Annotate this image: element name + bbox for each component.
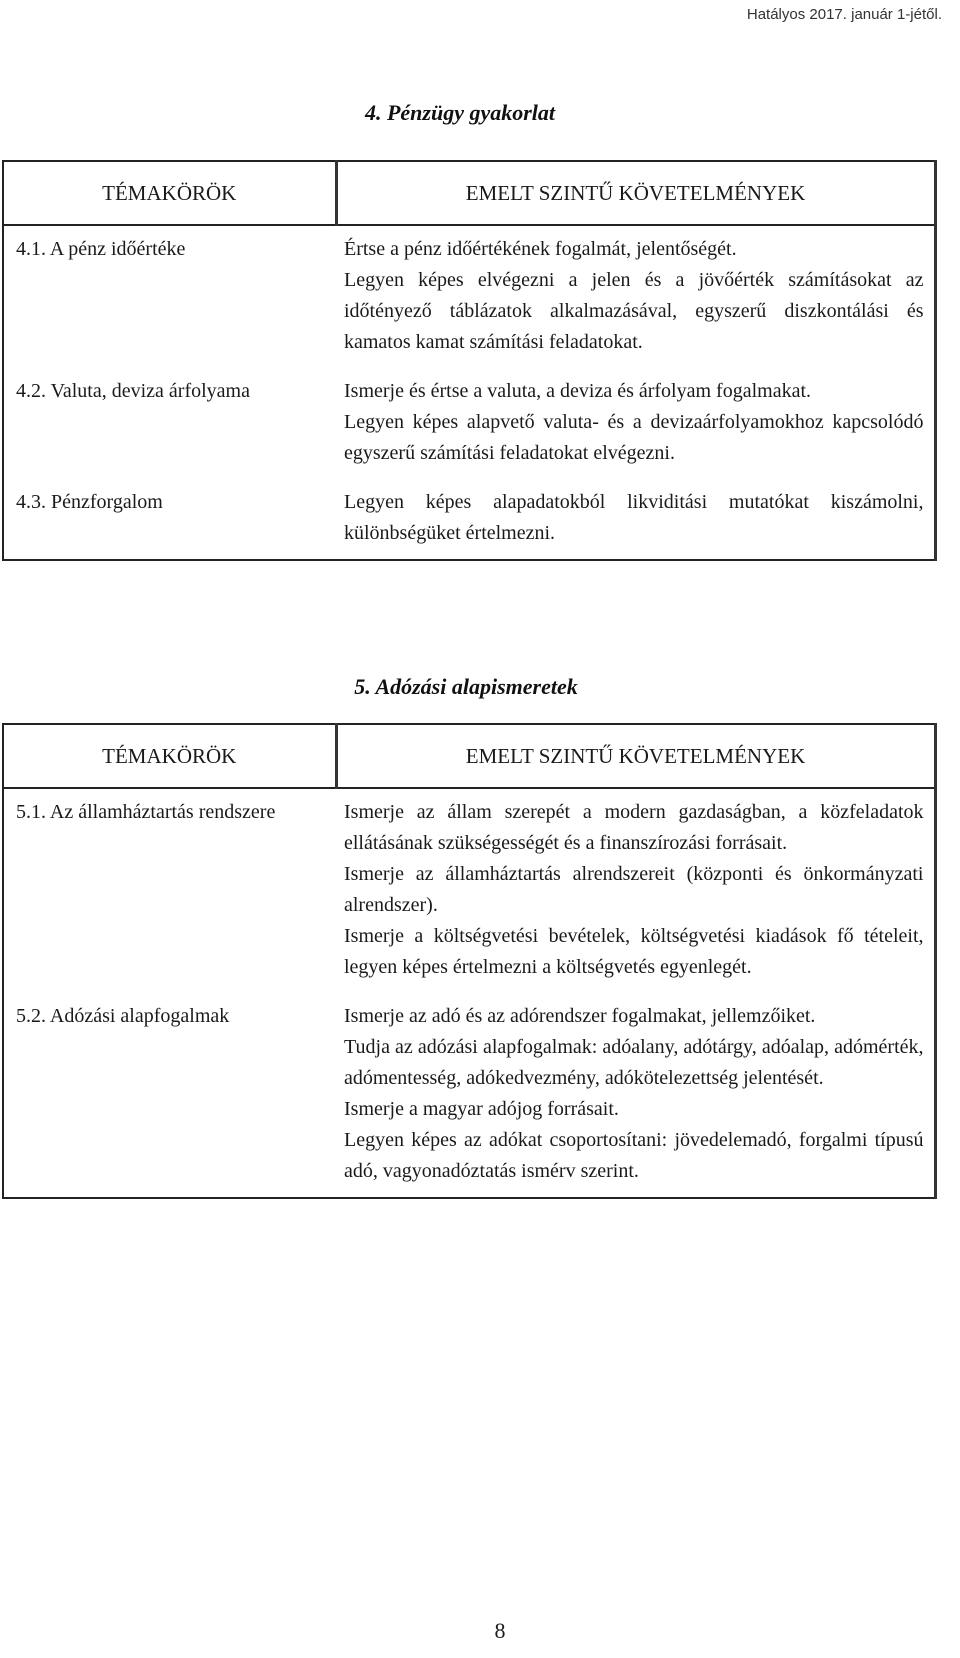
requirement-text: Ismerje a magyar adójog forrásait. — [344, 1098, 619, 1120]
requirement-cell — [336, 368, 935, 479]
column-header-topics: TÉMAKÖRÖK — [3, 161, 336, 225]
topic-cell: 5.1. Az államháztartás rendszere — [16, 801, 276, 823]
topic-cell: 4.2. Valuta, deviza árfolyama — [16, 380, 250, 402]
topic-cell: 5.2. Adózási alapfogalmak — [16, 1005, 230, 1027]
requirements-table-5 — [2, 723, 937, 1199]
table-row — [3, 368, 935, 479]
requirement-cell — [336, 479, 935, 560]
requirement-text: Legyen képes elvégezni a jelen és a jövőérték számításokat az időtényező táblázatok alkalmazásával, egyszerű diszkontálási és kamatos kamat számítási feladatokat. — [344, 269, 924, 353]
requirement-text: Ismerje a költségvetési bevételek, költségvetési kiadások fő tételeit, legyen képes értelmezni a költségvetés egyenlegét. — [344, 925, 924, 978]
requirement-text: Ismerje az állam szerepét a modern gazdaságban, a közfeladatok ellátásának szükségességét és a finanszírozási forrásait. — [344, 801, 924, 854]
requirement-cell — [336, 788, 935, 993]
requirement-text: Értse a pénz időértékének fogalmát, jelentőségét. — [344, 238, 737, 260]
requirement-text: Ismerje és értse a valuta, a deviza és árfolyam fogalmakat. — [344, 380, 812, 402]
table-row — [3, 788, 935, 993]
requirement-cell — [336, 993, 935, 1198]
section-title-4: 4. Pénzügy gyakorlat — [364, 100, 556, 125]
requirement-text: Legyen képes az adókat csoportosítani: jövedelemadó, forgalmi típusú adó, vagyonadóztatás ismérv szerint. — [344, 1129, 924, 1182]
page-number: 8 — [494, 1618, 506, 1643]
section-title-5: 5. Adózási alapismeretek — [354, 674, 578, 699]
requirement-text: Legyen képes alapadatokból likviditási mutatókat kiszámolni, különbségüket értelmezni. — [344, 491, 924, 544]
table-row — [3, 993, 935, 1198]
requirement-cell — [336, 225, 935, 368]
requirements-table-4 — [2, 160, 937, 561]
validity-note: Hatályos 2017. január 1-jétől. — [746, 6, 942, 23]
topic-cell: 4.3. Pénzforgalom — [16, 491, 163, 513]
column-header-topics: TÉMAKÖRÖK — [3, 724, 336, 788]
column-header-requirements: EMELT SZINTŰ KÖVETELMÉNYEK — [336, 724, 935, 788]
requirement-text: Tudja az adózási alapfogalmak: adóalany, adótárgy, adóalap, adómérték, adómentesség, adókedvezmény, adókötelezettség jelentését. — [344, 1036, 924, 1089]
requirement-text: Ismerje az adó és az adórendszer fogalmakat, jellemzőiket. — [344, 1005, 816, 1027]
requirement-text: Legyen képes alapvető valuta- és a devizaárfolyamokhoz kapcsolódó egyszerű számítási feladatokat elvégezni. — [344, 411, 924, 464]
table-row — [3, 225, 935, 368]
requirement-text: Ismerje az államháztartás alrendszereit (központi és önkormányzati alrendszer). — [344, 863, 924, 916]
table-row — [3, 479, 935, 560]
column-header-requirements: EMELT SZINTŰ KÖVETELMÉNYEK — [336, 161, 935, 225]
topic-cell: 4.1. A pénz időértéke — [16, 238, 186, 260]
